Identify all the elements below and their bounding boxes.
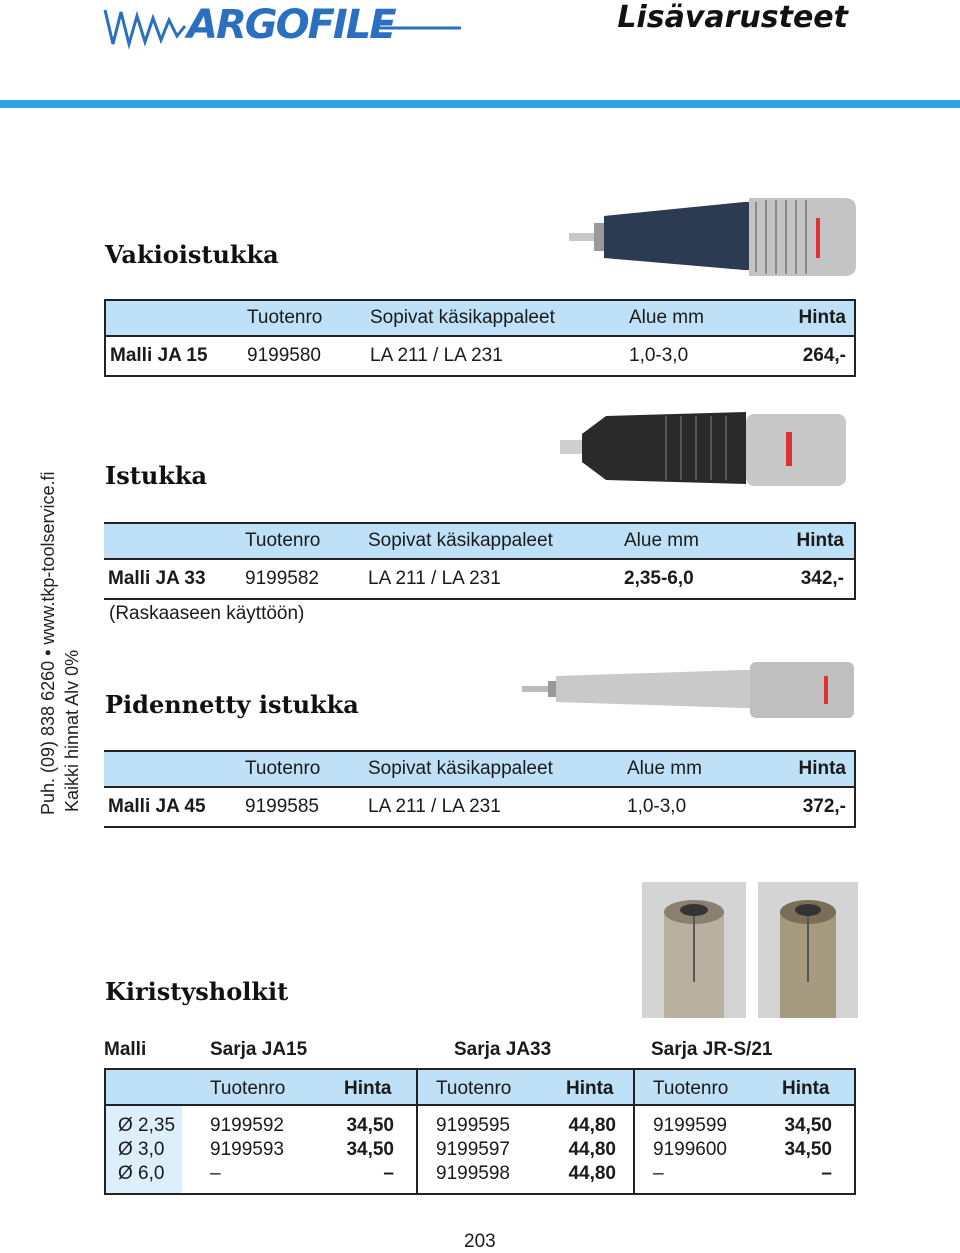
range-value: 1,0-3,0 <box>629 345 689 366</box>
product-no: 9199580 <box>247 345 321 366</box>
header-product-no: Tuotenro <box>653 1078 729 1099</box>
header-product-no: Tuotenro <box>245 758 321 779</box>
series-ja15: Sarja JA15 <box>210 1039 308 1060</box>
sidebar-contact <box>36 471 82 815</box>
extended-chuck-image <box>512 648 872 728</box>
header-price: Hinta <box>798 758 846 779</box>
page-number: 203 <box>464 1231 496 1252</box>
header-divider <box>0 100 960 108</box>
product-no: 9199592 <box>210 1115 284 1136</box>
range-value: 1,0-3,0 <box>627 796 687 817</box>
heavy-chuck-image <box>496 398 908 494</box>
brand-name: ARGOFILE <box>187 2 395 48</box>
price-value: 44,80 <box>568 1139 616 1160</box>
header-range: Alue mm <box>627 758 702 779</box>
product-no: 9199593 <box>210 1139 284 1160</box>
fits-value: LA 211 / LA 231 <box>368 568 501 589</box>
standard-chuck-image <box>494 178 914 278</box>
product-no: 9199597 <box>436 1139 510 1160</box>
price-value: 34,50 <box>346 1115 394 1136</box>
price-value: – <box>383 1163 394 1184</box>
series-ja33: Sarja JA33 <box>454 1039 552 1060</box>
header-product-no: Tuotenro <box>245 530 321 551</box>
price-value: 44,80 <box>568 1163 616 1184</box>
header-product-no: Tuotenro <box>210 1078 286 1099</box>
header-price: Hinta <box>798 307 846 328</box>
header-product-no: Tuotenro <box>247 307 323 328</box>
diameter-value: Ø 3,0 <box>118 1139 165 1160</box>
section-title-chuck: Istukka <box>105 461 208 490</box>
diameter-value: Ø 6,0 <box>118 1163 165 1184</box>
column-divider <box>416 1070 418 1193</box>
table-header <box>104 752 854 788</box>
product-no: 9199599 <box>653 1115 727 1136</box>
product-no: 9199585 <box>245 796 319 817</box>
header-fits: Sopivat käsikappaleet <box>368 530 553 551</box>
header-range: Alue mm <box>629 307 704 328</box>
price-value: 372,- <box>802 796 846 817</box>
model-name: Malli JA 15 <box>110 345 208 366</box>
fits-value: LA 211 / LA 231 <box>370 345 503 366</box>
collet-image-brass <box>758 882 858 1018</box>
collet-image-silver <box>642 882 746 1018</box>
header-price: Hinta <box>782 1078 830 1099</box>
column-divider <box>633 1070 635 1193</box>
section-title-collets: Kiristysholkit <box>105 977 289 1006</box>
fits-value: LA 211 / LA 231 <box>368 796 501 817</box>
table-row <box>104 788 854 826</box>
page-title: Lisävarusteet <box>617 0 848 35</box>
sidebar-vat-note: Kaikki hinnat Alv 0% <box>62 649 82 812</box>
collets-model-label: Malli <box>104 1039 147 1060</box>
range-value: 2,35-6,0 <box>624 568 694 589</box>
price-value: 342,- <box>800 568 844 589</box>
argofile-logo <box>103 4 463 52</box>
table-header <box>106 301 854 337</box>
product-no: – <box>210 1163 221 1184</box>
model-name: Malli JA 45 <box>108 796 206 817</box>
heavy-use-note: (Raskaaseen käyttöön) <box>109 603 305 624</box>
product-no: 9199582 <box>245 568 319 589</box>
price-value: – <box>821 1163 832 1184</box>
price-value: 34,50 <box>346 1139 394 1160</box>
collets-table <box>104 1068 856 1195</box>
section-title-extended-chuck: Pidennetty istukka <box>105 690 359 719</box>
header-price: Hinta <box>344 1078 392 1099</box>
header-range: Alue mm <box>624 530 699 551</box>
header-fits: Sopivat käsikappaleet <box>370 307 555 328</box>
diameter-value: Ø 2,35 <box>118 1115 176 1136</box>
product-no: – <box>653 1163 664 1184</box>
header-product-no: Tuotenro <box>436 1078 512 1099</box>
price-value: 34,50 <box>784 1139 832 1160</box>
product-no: 9199595 <box>436 1115 510 1136</box>
header-fits: Sopivat käsikappaleet <box>368 758 553 779</box>
price-value: 264,- <box>802 345 846 366</box>
product-no: 9199600 <box>653 1139 727 1160</box>
extended-chuck-table <box>104 750 856 828</box>
header-price: Hinta <box>566 1078 614 1099</box>
model-name: Malli JA 33 <box>108 568 206 589</box>
product-no: 9199598 <box>436 1163 510 1184</box>
table-row <box>104 560 854 598</box>
sidebar-phone-web: Puh. (09) 838 6260 • www.tkp-toolservice.fi <box>38 471 58 815</box>
price-value: 44,80 <box>568 1115 616 1136</box>
header-price: Hinta <box>796 530 844 551</box>
chuck-table <box>104 522 856 600</box>
table-header <box>104 524 854 560</box>
series-jrs21: Sarja JR-S/21 <box>651 1039 773 1060</box>
section-title-standard-chuck: Vakioistukka <box>105 240 279 269</box>
table-row <box>106 337 854 375</box>
price-value: 34,50 <box>784 1115 832 1136</box>
standard-chuck-table <box>104 299 856 377</box>
